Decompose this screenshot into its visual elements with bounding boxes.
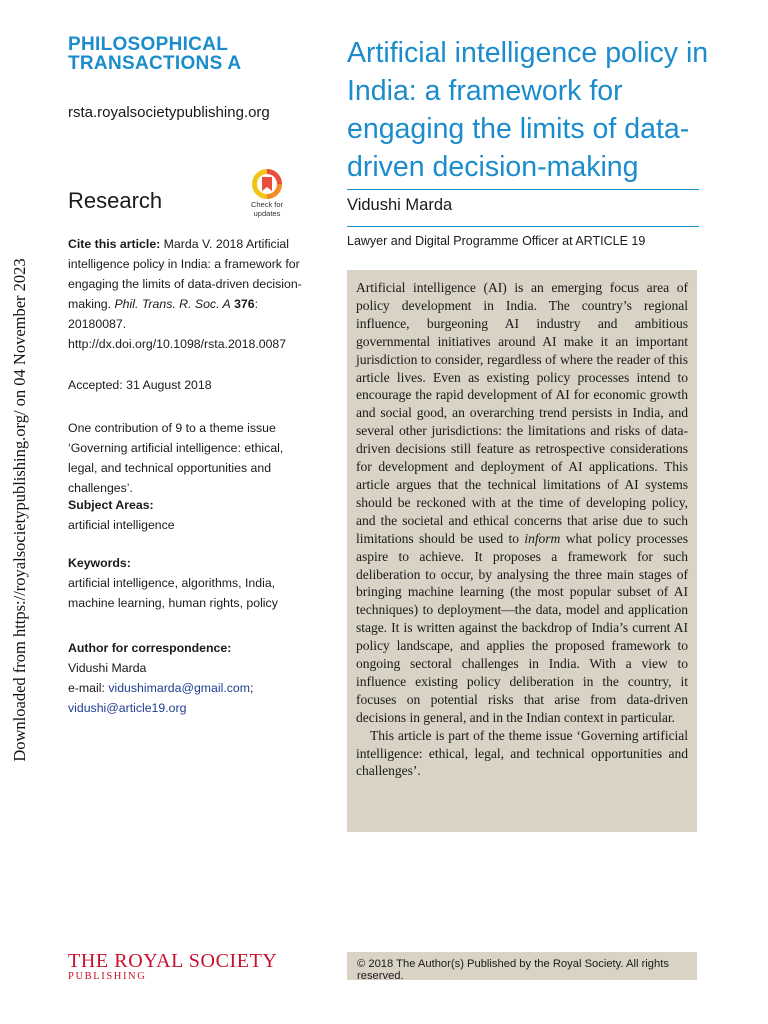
royal-society-logo-line2: PUBLISHING [68, 971, 147, 982]
correspondence [68, 638, 308, 718]
citation-journal: Phil. Trans. R. Soc. A [114, 297, 231, 311]
keywords-label: Keywords: [68, 556, 131, 570]
email-separator: ; [249, 681, 254, 695]
author-rule [347, 226, 699, 227]
keywords [68, 553, 308, 613]
author-name: Vidushi Marda [347, 196, 453, 214]
citation-label: Cite this article: [68, 237, 161, 251]
abstract-paragraph-1 [356, 279, 688, 727]
royal-society-logo [68, 951, 277, 983]
correspondence-name: Vidushi Marda [68, 661, 147, 675]
citation-text: Marda V. 2018 Artificial intelligence policy in India: a framework for engaging the limits of data-driven decision-making. [68, 237, 302, 311]
theme-issue-note: One contribution of 9 to a theme issue ‘Governing artificial intelligence: ethical, legal, and technical opportunities and challenges’. [68, 421, 284, 495]
download-stamp [6, 240, 34, 780]
journal-name [68, 35, 241, 73]
check-for-updates-icon [251, 168, 283, 200]
keywords-value: artificial intelligence, algorithms, India, machine learning, human rights, policy [68, 576, 278, 610]
abstract-box [347, 270, 697, 832]
correspondence-label: Author for correspondence: [68, 641, 232, 655]
download-stamp-text: Downloaded from https://royalsocietypublishing.org/ on 04 November 2023 [10, 258, 29, 762]
copyright-notice: © 2018 The Author(s) Published by the Royal Society. All rights reserved. [347, 952, 697, 980]
subject-areas-value: artificial intelligence [68, 518, 175, 532]
subject-areas [68, 495, 308, 535]
subject-areas-label: Subject Areas: [68, 498, 154, 512]
check-for-updates-badge[interactable] [246, 168, 288, 218]
check-for-updates-line2: updates [253, 209, 281, 218]
correspondence-email-line [68, 678, 308, 698]
email-link-article19[interactable]: vidushi@article19.org [68, 701, 187, 715]
check-for-updates-line1: Check for [250, 200, 284, 209]
royal-society-logo-line1: THE ROYAL SOCIETY [68, 950, 278, 972]
email-label: e-mail: [68, 681, 109, 695]
section-label: Research [68, 188, 163, 213]
citation-pages: : 20180087. [68, 297, 259, 331]
abstract-paragraph-2: This article is part of the theme issue ‘Governing artificial intelligence: ethical, legal, and technical opportunities and challenges’. [356, 727, 688, 779]
citation-block [68, 234, 308, 354]
accepted-date: Accepted: 31 August 2018 [68, 378, 212, 392]
abstract-emphasis: inform [524, 530, 561, 546]
title-rule [347, 189, 699, 190]
abstract-text-1b: what policy processes aspire to achieve. It proposes a framework for such deliberation to occur, by analysing the three main stages of bringing machine learning (the most popular subset of AI techniques) to deployment—the data, model and application stage. It is written against the backdrop of India’s current AI policy landscape, and applies the proposed framework to ongoing sectoral challenges in India. With a view to influence existing policy deliberation in the country, it focuses on potential risks that arise from data-driven decisions in general, and in the Indian context in particular. [356, 530, 688, 725]
journal-name-line2: TRANSACTIONS A [68, 53, 242, 74]
abstract-text-1a: Artificial intelligence (AI) is an emerging focus area of policy development in India. The country’s regional influence, burgeoning AI industry and ambitious governmental initiatives around AI make it an important jurisdiction to consider, regardless of where the reader of this article lives. Even as existing policy processes intend to encourage the rapid development of AI for economic growth and social good, an overarching trend persists in India, and several other jurisdictions: the limitations and risks of data-driven decisions still feature as retrospective considerations for development and deployment of AI applications. This article argues that the technical limitations of AI systems should be reckoned with at the time of developing policy, and the societal and ethical concerns that arise due to such limitations should be used to [356, 280, 688, 546]
article-title: Artificial intelligence policy in India: a framework for engaging the limits of data-driven decision-making [347, 37, 709, 183]
journal-name-line1: PHILOSOPHICAL [68, 34, 229, 55]
citation-volume: 376 [230, 297, 255, 311]
journal-website[interactable]: rsta.royalsocietypublishing.org [68, 104, 270, 121]
citation-doi[interactable]: http://dx.doi.org/10.1098/rsta.2018.0087 [68, 337, 287, 351]
author-affiliation: Lawyer and Digital Programme Officer at ARTICLE 19 [347, 234, 646, 248]
email-link-gmail[interactable]: vidushimarda@gmail.com [108, 681, 250, 695]
